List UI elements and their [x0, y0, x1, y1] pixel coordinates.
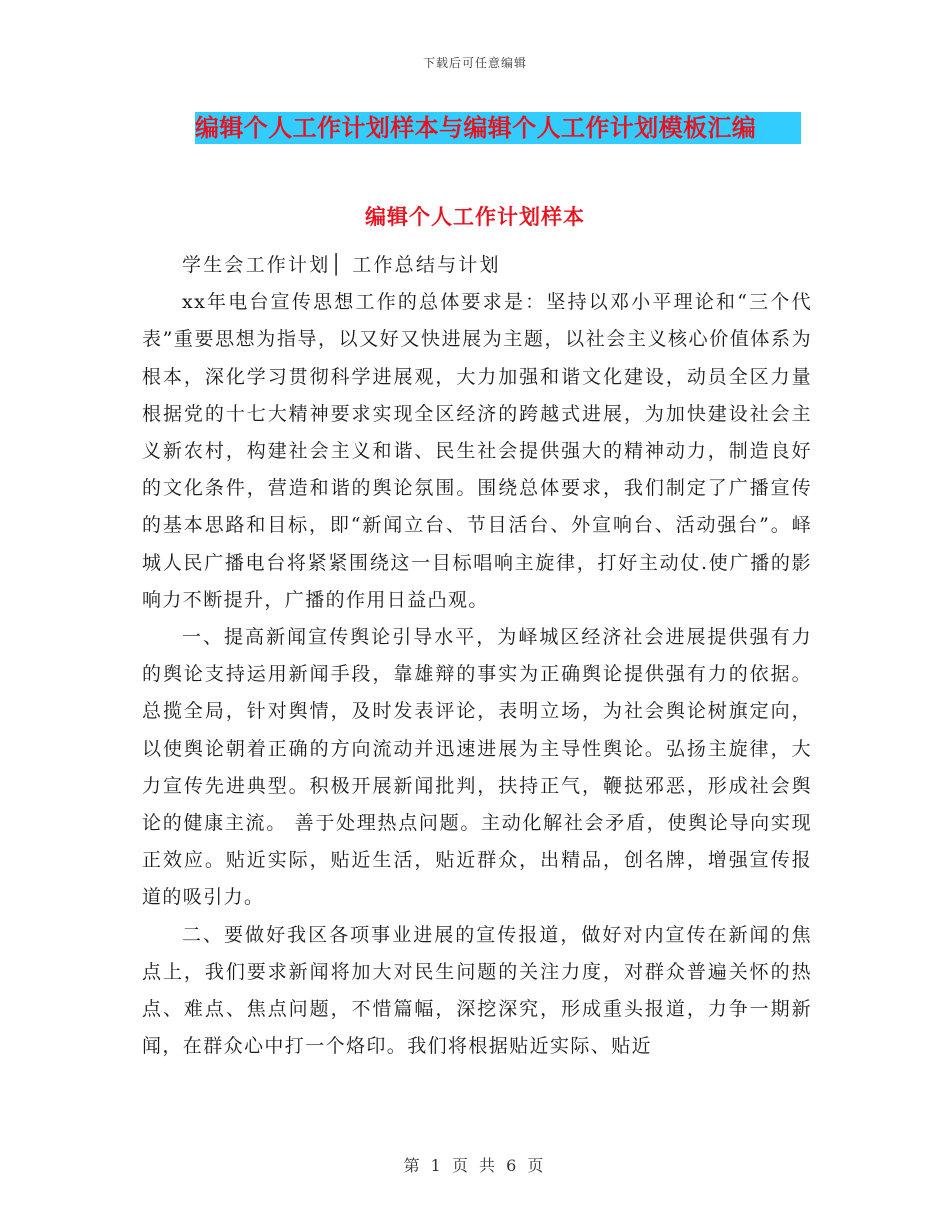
page-header-note: 下载后可任意编辑 [422, 56, 527, 70]
category-line: 学生会工作计划│ 工作总结与计划 [182, 254, 501, 276]
page-number-footer: 第 1 页 共 6 页 [403, 1156, 547, 1175]
document-sub-title: 编辑个人工作计划样本 [365, 205, 585, 229]
document-body [142, 247, 812, 1065]
body-paragraph: 一、提高新闻宣传舆论引导水平，为峄城区经济社会进展提供强有力的舆论支持运用新闻手段，靠雄辩的事实为正确舆论提供强有力的依据。总揽全局，针对舆情，及时发表评论，表明立场，为社会舆论树旗定向，以使舆论朝着正确的方向流动并迅速进展为主导性舆论。弘扬主旋律，大力宣传先进典型。积极开展新闻批判，扶持正气，鞭挞邪恶，形成社会舆论的健康主流。 善于处理热点问题。主动化解社会矛盾，使舆论导向实现正效应。贴近实际，贴近生活，贴近群众，出精品，创名牌，增强宣传报道的吸引力。 [142, 626, 812, 909]
document-main-title: 编辑个人工作计划样本与编辑个人工作计划模板汇编 [195, 114, 757, 142]
body-paragraph: xx年电台宣传思想工作的总体要求是：坚持以邓小平理论和“三个代表”重要思想为指导，以又好又快进展为主题，以社会主义核心价值体系为根本，深化学习贯彻科学进展观，大力加强和谐文化建设，动员全区力量根据党的十七大精神要求实现全区经济的跨越式进展，为加快建设社会主义新农村，构建社会主义和谐、民生社会提供强大的精神动力，制造良好的文化条件，营造和谐的舆论氛围。围绕总体要求，我们制定了广播宣传的基本思路和目标，即“新闻立台、节目活台、外宣响台、活动强台”。峄城人民广播电台将紧紧围绕这一目标唱响主旋律，打好主动仗.使广播的影响力不断提升，广播的作用日益凸观。 [142, 291, 812, 611]
body-paragraph: 二、要做好我区各项事业进展的宣传报道，做好对内宣传在新闻的焦点上，我们要求新闻将加大对民生问题的关注力度，对群众普遍关怀的热点、难点、焦点问题，不惜篇幅，深挖深究，形成重头报道，力争一期新闻，在群众心中打一个烙印。我们将根据贴近实际、贴近 [142, 923, 812, 1058]
